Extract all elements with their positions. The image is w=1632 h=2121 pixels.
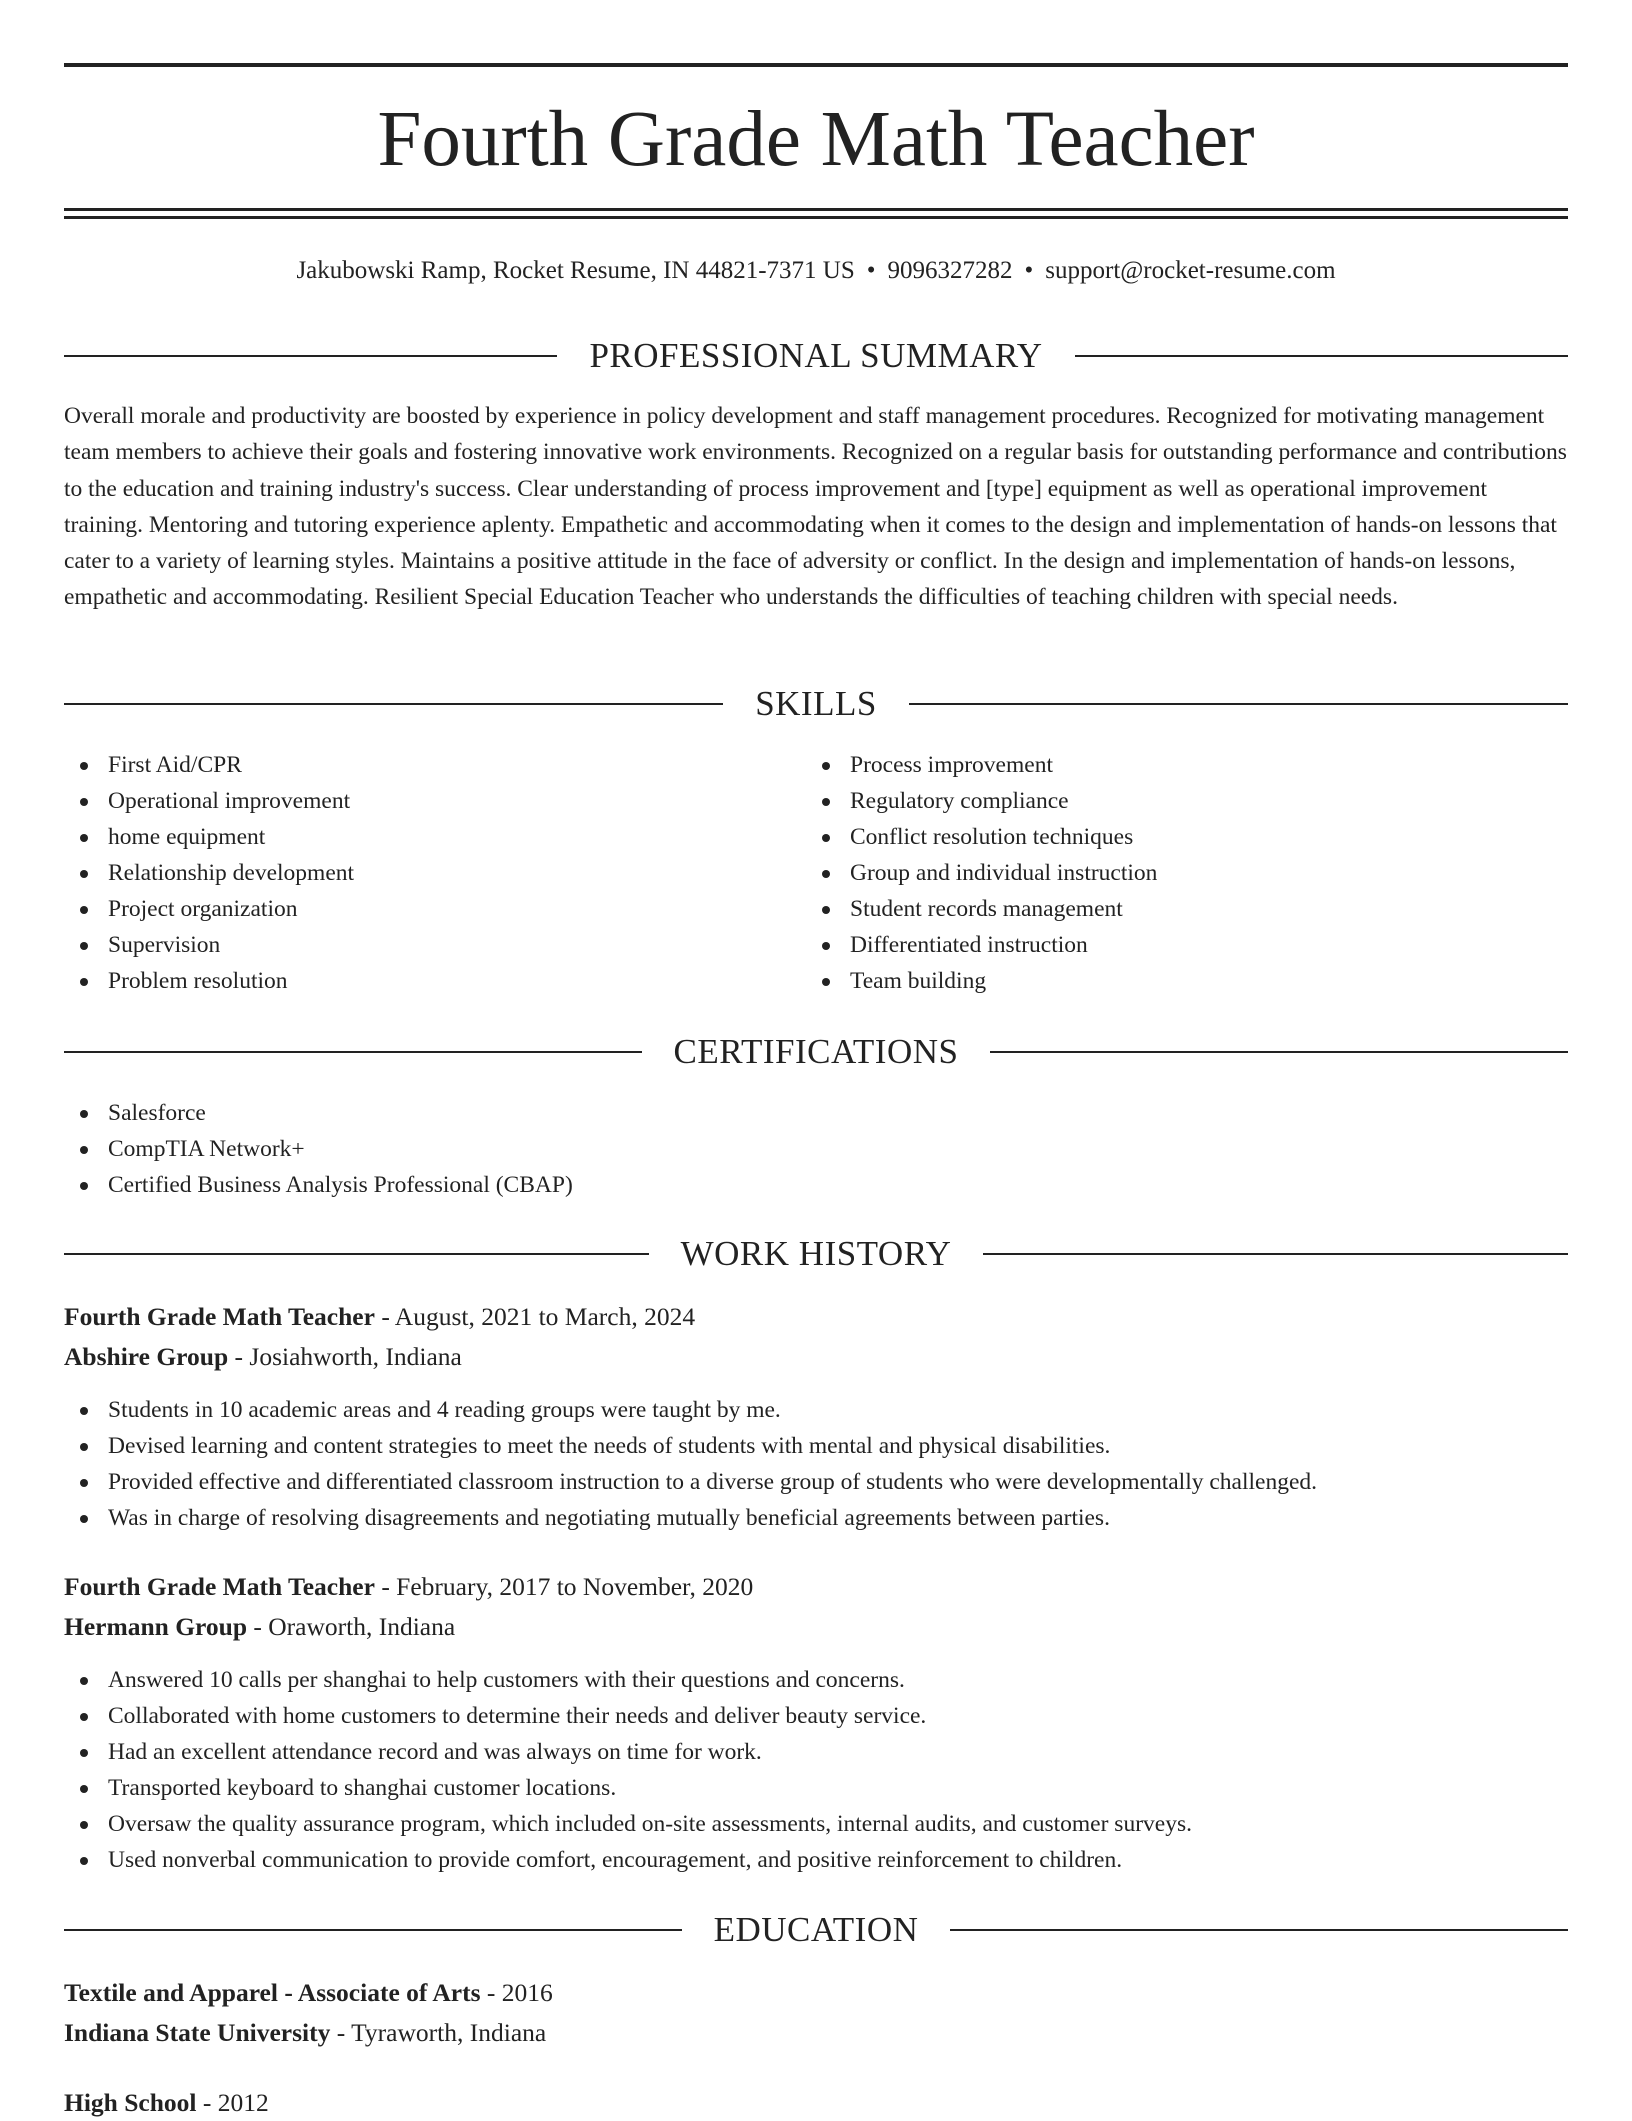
- bullet-dot: [80, 1713, 88, 1721]
- bullet-dot: [80, 762, 88, 770]
- skill-item: Conflict resolution techniques: [806, 819, 1157, 855]
- skill-item: Relationship development: [64, 855, 354, 891]
- skill-item: Regulatory compliance: [806, 783, 1157, 819]
- skill-item: Process improvement: [806, 747, 1157, 783]
- bullet-dot: [80, 1443, 88, 1451]
- job-company: Hermann Group: [64, 1612, 248, 1641]
- skill-item: Problem resolution: [64, 963, 354, 999]
- education-school-line: [64, 2015, 546, 2051]
- section-heading-certifications: [64, 1030, 1568, 1074]
- bullet-dot: [822, 798, 830, 806]
- education-year: - 2012: [196, 2088, 269, 2117]
- skill-item: home equipment: [64, 819, 354, 855]
- job-dates: - August, 2021 to March, 2024: [374, 1302, 696, 1331]
- heading-rule: [909, 703, 1568, 705]
- skills-list-right: [806, 747, 1157, 999]
- heading-rule: [983, 1253, 1568, 1255]
- certification-item: Certified Business Analysis Professional (CBAP): [64, 1167, 573, 1203]
- bullet-dot: [80, 1146, 88, 1154]
- bullet-dot: [80, 1857, 88, 1865]
- bullet-dot: [822, 870, 830, 878]
- section-title: SKILLS: [755, 684, 877, 723]
- contact-phone: 9096327282: [887, 257, 1013, 284]
- bullet-dot: [822, 942, 830, 950]
- heading-rule: [950, 1929, 1568, 1931]
- job-bullet: Collaborated with home customers to determine their needs and deliver beauty service.: [64, 1698, 1192, 1734]
- bullet-dot: [80, 1479, 88, 1487]
- bullet-dot: [80, 834, 88, 842]
- bullet-dot: [822, 906, 830, 914]
- skill-item: Differentiated instruction: [806, 927, 1157, 963]
- job-bullets: [64, 1662, 1192, 1878]
- bullet-dot: [80, 1407, 88, 1415]
- job-bullet: Transported keyboard to shanghai customer locations.: [64, 1770, 1192, 1806]
- job-company-line: [64, 1339, 462, 1375]
- skill-item: Group and individual instruction: [806, 855, 1157, 891]
- job-bullet: Had an excellent attendance record and was always on time for work.: [64, 1734, 1192, 1770]
- heading-rule: [64, 355, 557, 357]
- header-rule-1: [64, 208, 1568, 211]
- resume-title: Fourth Grade Math Teacher: [377, 96, 1255, 183]
- job-title-line: [64, 1299, 695, 1335]
- education-degree: High School: [64, 2088, 197, 2117]
- job-title: Fourth Grade Math Teacher: [64, 1302, 375, 1331]
- bullet-dot: [80, 1515, 88, 1523]
- job-bullet: Students in 10 academic areas and 4 reading groups were taught by me.: [64, 1392, 1317, 1428]
- contact-address: Jakubowski Ramp, Rocket Resume, IN 44821-7371 US: [296, 257, 855, 284]
- heading-rule: [990, 1051, 1568, 1053]
- bullet-dot: [80, 1785, 88, 1793]
- section-heading-skills: [64, 682, 1568, 726]
- summary-text: Overall morale and productivity are boosted by experience in policy development and staff management procedures. Recognized for motivating management team members to achieve their goals and fostering innovative work environments. Recognized on a regular basis for outstanding performance and contributions to the education and training industry's success. Clear understanding of process improvement and [type] equipment as well as operational improvement training. Mentoring and tutoring experience aplenty. Empathetic and accommodating when it comes to the design and implementation of hands-on lessons that cater to a variety of learning styles. Maintains a positive attitude in the face of adversity or conflict. In the design and implementation of hands-on lessons, empathetic and accommodating. Resilient Special Education Teacher who understands the difficulties of teaching children with special needs.: [64, 403, 1567, 611]
- bullet-dot: [822, 834, 830, 842]
- job-dates: - February, 2017 to November, 2020: [374, 1572, 754, 1601]
- contact-line: [64, 254, 1568, 288]
- skill-item: Student records management: [806, 891, 1157, 927]
- section-title: WORK HISTORY: [680, 1234, 952, 1273]
- bullet-dot: [80, 798, 88, 806]
- heading-rule: [64, 1929, 682, 1931]
- bullet-dot: [80, 978, 88, 986]
- certifications-list: [64, 1095, 573, 1203]
- skill-item: Operational improvement: [64, 783, 354, 819]
- section-heading-work: [64, 1232, 1568, 1276]
- section-title: PROFESSIONAL SUMMARY: [589, 336, 1043, 375]
- job-company: Abshire Group: [64, 1342, 229, 1371]
- heading-rule: [64, 1253, 649, 1255]
- job-bullet: Provided effective and differentiated classroom instruction to a diverse group of students who were developmentally challenged.: [64, 1464, 1317, 1500]
- job-title: Fourth Grade Math Teacher: [64, 1572, 375, 1601]
- skill-item: Team building: [806, 963, 1157, 999]
- bullet-dot: [80, 942, 88, 950]
- bullet-dot: [80, 1182, 88, 1190]
- skills-list-left: [64, 747, 354, 999]
- contact-separator: •: [866, 257, 876, 284]
- education-degree-line: [64, 1975, 553, 2011]
- education-location: - Tyraworth, Indiana: [330, 2018, 547, 2047]
- bullet-dot: [80, 1110, 88, 1118]
- job-bullet: Was in charge of resolving disagreements and negotiating mutually beneficial agreements between parties.: [64, 1500, 1317, 1536]
- job-location: - Josiahworth, Indiana: [228, 1342, 462, 1371]
- bullet-dot: [80, 870, 88, 878]
- job-company-line: [64, 1609, 455, 1645]
- bullet-dot: [822, 978, 830, 986]
- job-bullet: Devised learning and content strategies to meet the needs of students with mental and physical disabilities.: [64, 1428, 1317, 1464]
- job-bullets: [64, 1392, 1317, 1536]
- job-bullet: Oversaw the quality assurance program, which included on-site assessments, internal audits, and customer surveys.: [64, 1806, 1192, 1842]
- heading-rule: [64, 703, 723, 705]
- contact-email: support@rocket-resume.com: [1045, 257, 1336, 284]
- heading-rule: [1075, 355, 1568, 357]
- bullet-dot: [80, 1821, 88, 1829]
- job-bullet: Answered 10 calls per shanghai to help customers with their questions and concerns.: [64, 1662, 1192, 1698]
- bullet-dot: [80, 906, 88, 914]
- header-rule-2: [64, 216, 1568, 219]
- job-bullet: Used nonverbal communication to provide comfort, encouragement, and positive reinforcement to children.: [64, 1842, 1192, 1878]
- certification-item: Salesforce: [64, 1095, 573, 1131]
- job-title-line: [64, 1569, 753, 1605]
- certification-item: CompTIA Network+: [64, 1131, 573, 1167]
- section-heading-education: [64, 1908, 1568, 1952]
- skill-item: First Aid/CPR: [64, 747, 354, 783]
- skill-item: Project organization: [64, 891, 354, 927]
- education-degree: Textile and Apparel - Associate of Arts: [64, 1978, 481, 2007]
- bullet-dot: [80, 1677, 88, 1685]
- section-heading-summary: [64, 334, 1568, 378]
- skill-item: Supervision: [64, 927, 354, 963]
- section-title: CERTIFICATIONS: [673, 1032, 959, 1071]
- education-degree-line: [64, 2085, 269, 2121]
- heading-rule: [64, 1051, 642, 1053]
- section-title: EDUCATION: [713, 1910, 919, 1949]
- job-location: - Oraworth, Indiana: [247, 1612, 456, 1641]
- header-top-rule: [64, 63, 1568, 67]
- bullet-dot: [80, 1749, 88, 1757]
- education-school: Indiana State University: [64, 2018, 331, 2047]
- bullet-dot: [822, 762, 830, 770]
- education-year: - 2016: [480, 1978, 553, 2007]
- contact-separator: •: [1024, 257, 1034, 284]
